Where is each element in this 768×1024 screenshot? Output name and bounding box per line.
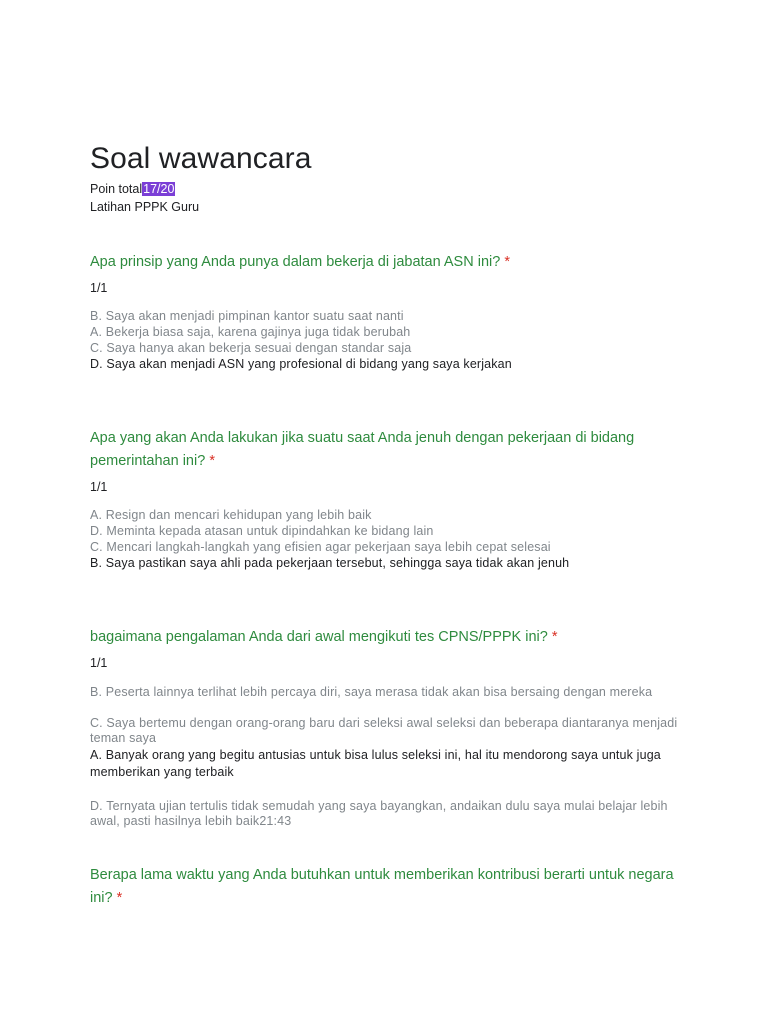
option-selected: B. Saya pastikan saya ahli pada pekerjaan tersebut, sehingga saya tidak akan jenuh xyxy=(90,556,570,570)
question-3-title: bagaimana pengalaman Anda dari awal mengikuti tes CPNS/PPPK ini? * xyxy=(90,629,558,645)
required-mark: * xyxy=(504,254,510,270)
question-2-points: 1/1 xyxy=(90,480,108,494)
required-mark: * xyxy=(116,890,123,906)
question-2-title: Apa yang akan Anda lakukan jika suatu saat Anda jenuh dengan pekerjaan di bidang pemerintahan ini? * xyxy=(90,430,635,469)
score-value: 17/20 xyxy=(143,182,175,196)
score-label: Poin total xyxy=(90,182,143,196)
option: D. Ternyata ujian tertulis tidak semudah yang saya bayangkan, andaikan dulu saya mulai belajar lebih awal, pasti hasilnya lebih baik21:43 xyxy=(90,799,668,828)
option: D. Meminta kepada atasan untuk dipindahkan ke bidang lain xyxy=(90,524,434,538)
total-score xyxy=(90,182,175,196)
question-1-points: 1/1 xyxy=(90,281,108,295)
required-mark: * xyxy=(209,453,215,469)
form-title: Soal wawancara xyxy=(90,142,312,175)
question-1-title: Apa prinsip yang Anda punya dalam bekerja di jabatan ASN ini? * xyxy=(90,254,510,270)
option: B. Peserta lainnya terlihat lebih percaya diri, saya merasa tidak akan bisa bersaing dengan mereka xyxy=(90,685,653,699)
option: A. Bekerja biasa saja, karena gajinya juga tidak berubah xyxy=(90,325,411,339)
option: C. Mencari langkah-langkah yang efisien agar pekerjaan saya lebih cepat selesai xyxy=(90,540,551,554)
option: C. Saya hanya akan bekerja sesuai dengan standar saja xyxy=(90,341,412,355)
option-selected: D. Saya akan menjadi ASN yang profesional di bidang yang saya kerjakan xyxy=(90,357,512,371)
option: A. Resign dan mencari kehidupan yang lebih baik xyxy=(90,508,372,522)
option-selected: A. Banyak orang yang begitu antusias untuk bisa lulus seleksi ini, hal itu mendorong saya untuk juga memberikan yang terbaik xyxy=(90,748,661,779)
question-3-points: 1/1 xyxy=(90,656,108,670)
option: B. Saya akan menjadi pimpinan kantor suatu saat nanti xyxy=(90,309,404,323)
required-mark: * xyxy=(551,629,558,645)
option: C. Saya bertemu dengan orang-orang baru dari seleksi awal seleksi dan beberapa diantaranya menjadi teman saya xyxy=(90,716,678,745)
question-4-title: Berapa lama waktu yang Anda butuhkan untuk memberikan kontribusi berarti untuk negara ini? * xyxy=(90,867,674,906)
form-description: Latihan PPPK Guru xyxy=(90,200,200,214)
